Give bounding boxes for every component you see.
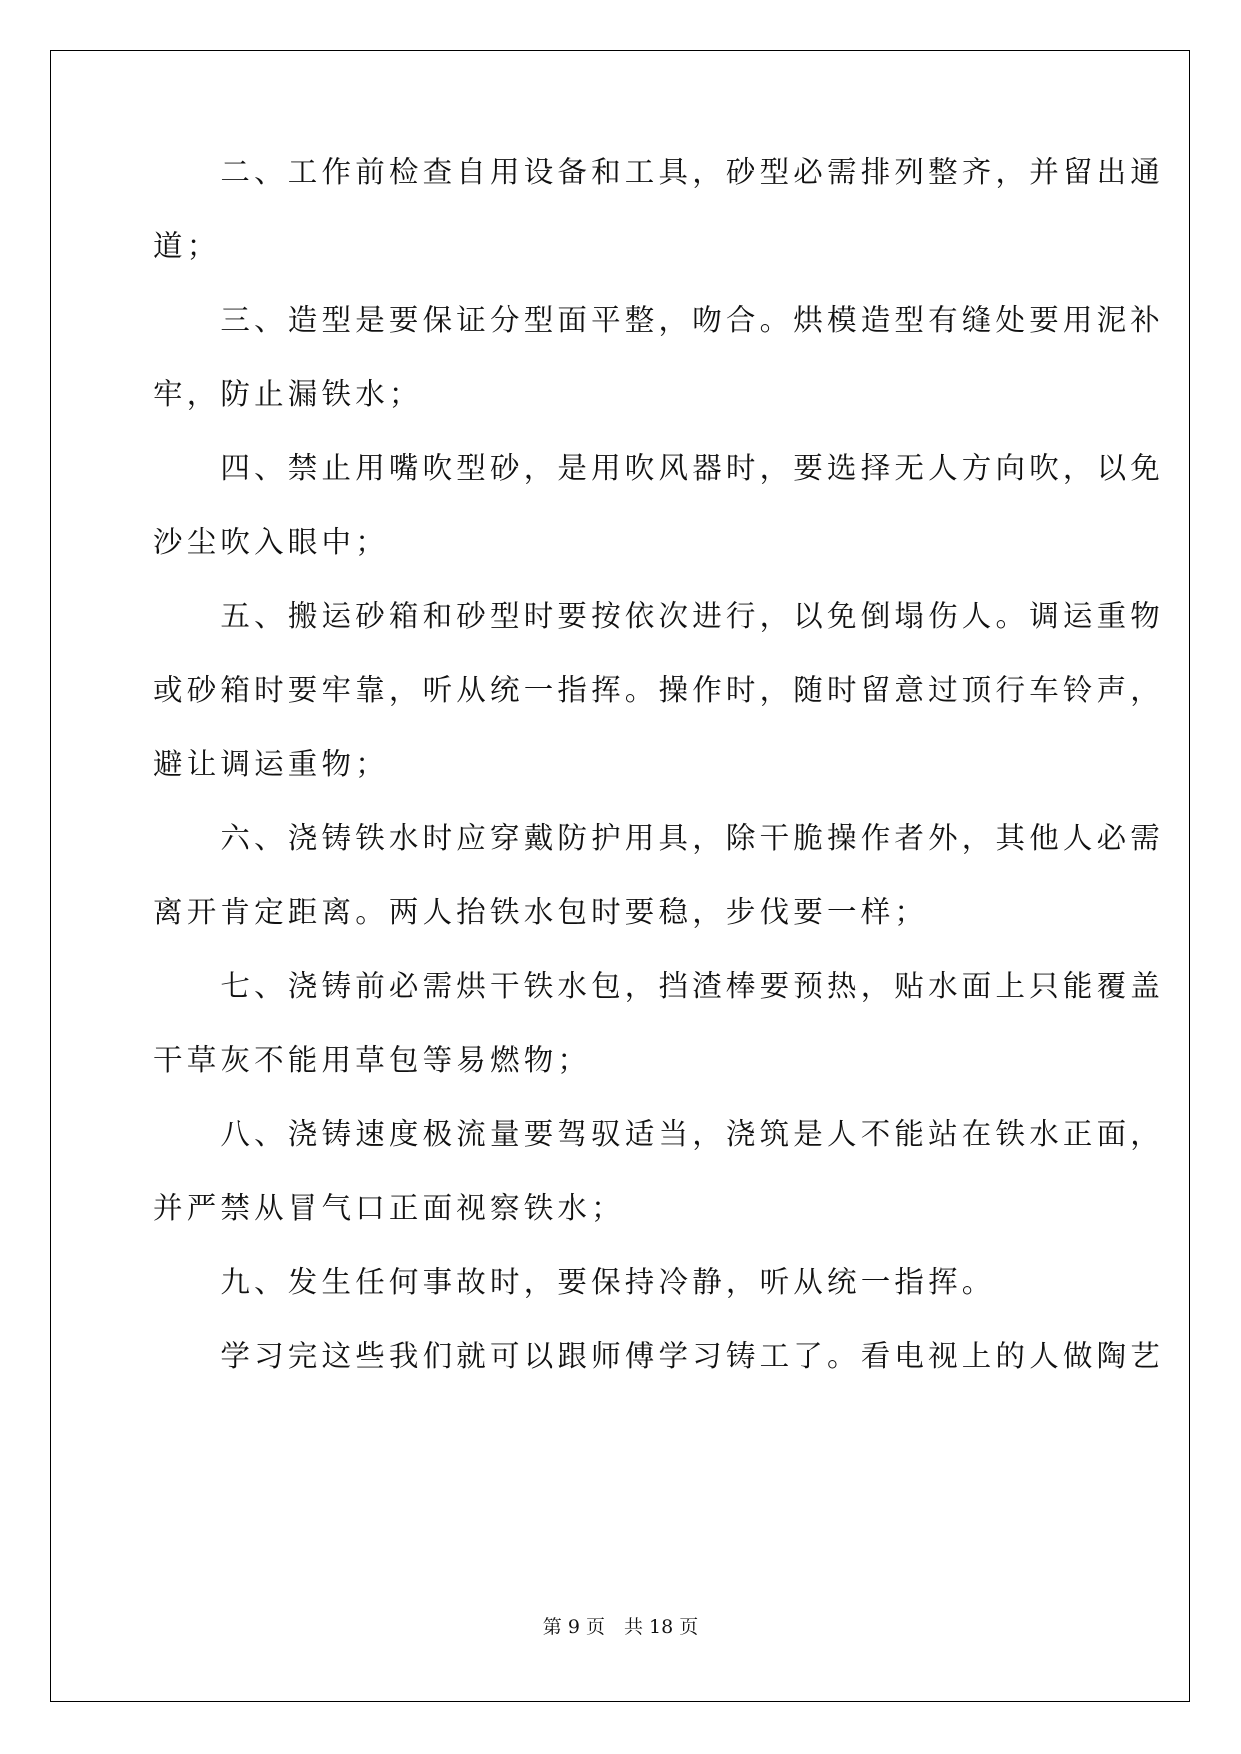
text-line: 离开肯定距离。两人抬铁水包时要稳，步伐要一样； — [153, 895, 929, 929]
text-line: 沙尘吹入眼中； — [153, 525, 389, 559]
text-line: 避让调运重物； — [153, 747, 389, 781]
text-line: 或砂箱时要牢靠，听从统一指挥。操作时，随时留意过顶行车铃声， — [153, 673, 1165, 707]
page-number-footer: 第 9 页 共 18 页 — [542, 1616, 699, 1638]
text-line: 四、禁止用嘴吹型砂，是用吹风器时，要选择无人方向吹，以免 — [153, 451, 1165, 485]
text-line: 九、发生任何事故时，要保持冷静，听从统一指挥。 — [153, 1265, 996, 1299]
text-line: 学习完这些我们就可以跟师傅学习铸工了。看电视上的人做陶艺 — [153, 1339, 1165, 1373]
text-line: 八、浇铸速度极流量要驾驭适当，浇筑是人不能站在铁水正面， — [153, 1117, 1165, 1151]
page-border — [50, 50, 1190, 1702]
text-line: 二、工作前检查自用设备和工具，砂型必需排列整齐，并留出通 — [153, 155, 1165, 189]
text-line: 三、造型是要保证分型面平整，吻合。烘模造型有缝处要用泥补 — [153, 303, 1165, 337]
text-line: 并严禁从冒气口正面视察铁水； — [153, 1191, 625, 1225]
text-line: 牢，防止漏铁水； — [153, 377, 423, 411]
text-line: 干草灰不能用草包等易燃物； — [153, 1043, 592, 1077]
text-line: 五、搬运砂箱和砂型时要按依次进行，以免倒塌伤人。调运重物 — [153, 599, 1165, 633]
text-line: 七、浇铸前必需烘干铁水包，挡渣棒要预热，贴水面上只能覆盖 — [153, 969, 1165, 1003]
text-line: 道； — [153, 229, 221, 263]
text-line: 六、浇铸铁水时应穿戴防护用具，除干脆操作者外，其他人必需 — [153, 821, 1165, 855]
